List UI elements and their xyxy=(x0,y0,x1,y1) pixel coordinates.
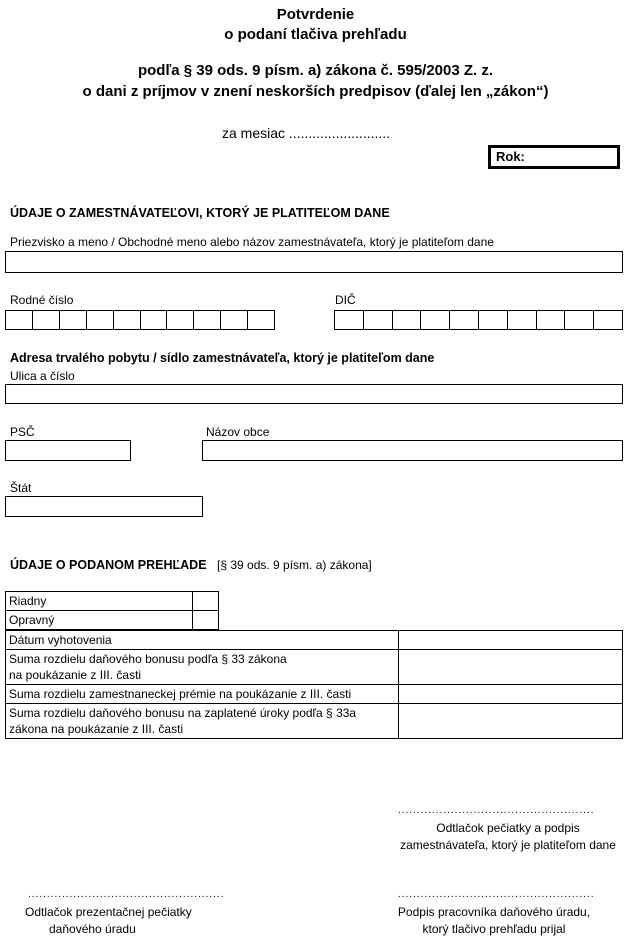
form-title-line2: o podaní tlačiva prehľadu xyxy=(224,26,407,43)
worker-signature-line: .................................................... xyxy=(398,889,595,900)
report-heading-text: ÚDAJE O PODANOM PREHĽADE xyxy=(10,558,207,572)
report-type-regular: Riadny xyxy=(6,592,193,611)
city-label: Názov obce xyxy=(206,425,270,439)
street-label: Ulica a číslo xyxy=(10,369,75,383)
date-row-label: Dátum vyhotovenia xyxy=(6,631,399,650)
table-row xyxy=(6,650,623,685)
year-label: Rok: xyxy=(496,149,525,164)
address-heading: Adresa trvalého pobytu / sídlo zamestnávateľa, ktorý je platiteľom dane xyxy=(10,351,435,365)
office-stamp-caption: Odtlačok prezentačnej pečiatky daňového úradu xyxy=(25,905,192,936)
table-row xyxy=(6,704,623,739)
street-field[interactable] xyxy=(5,384,623,404)
psc-field[interactable] xyxy=(5,440,131,461)
interest-bonus-row-label: Suma rozdielu daňového bonusu na zaplatené úroky podľa § 33a zákona na poukázanie z III. časti xyxy=(6,704,399,739)
date-value-field[interactable] xyxy=(399,631,623,650)
year-field[interactable] xyxy=(488,145,620,169)
worker-signature-caption: Podpis pracovníka daňového úradu, ktorý tlačivo prehľadu prijal xyxy=(397,905,591,936)
employee-premium-row-label: Suma rozdielu zamestnaneckej prémie na poukázanie z III. časti xyxy=(6,685,399,704)
dic-field[interactable] xyxy=(334,310,623,330)
report-section-heading xyxy=(10,556,372,574)
report-type-corrective-checkbox[interactable] xyxy=(193,611,219,630)
psc-label: PSČ xyxy=(10,425,35,439)
report-type-table xyxy=(5,591,219,630)
dic-label: DIČ xyxy=(335,293,356,307)
employer-section-heading: ÚDAJE O ZAMESTNÁVATEĽOVI, KTORÝ JE PLATITEĽOM DANE xyxy=(10,206,390,220)
birth-number-field[interactable] xyxy=(5,310,275,330)
report-heading-reference: [§ 39 ods. 9 písm. a) zákona] xyxy=(217,558,372,572)
tax-bonus-row-label: Suma rozdielu daňového bonusu podľa § 33 zákona na poukázanie z III. časti xyxy=(6,650,399,685)
employer-signature-caption: Odtlačok pečiatky a podpis zamestnávateľa, ktorý je platiteľom dane xyxy=(400,821,616,852)
report-type-regular-checkbox[interactable] xyxy=(193,592,219,611)
form-legal-reference: podľa § 39 ods. 9 písm. a) zákona č. 595/2003 Z. z. xyxy=(137,62,494,79)
tax-bonus-value-field[interactable] xyxy=(399,650,623,685)
table-row xyxy=(6,611,219,630)
office-stamp-line: .................................................... xyxy=(28,889,225,900)
report-type-corrective: Opravný xyxy=(6,611,193,630)
state-label: Štát xyxy=(10,481,32,495)
employer-name-field[interactable] xyxy=(5,251,623,273)
city-field[interactable] xyxy=(202,440,623,461)
interest-bonus-value-field[interactable] xyxy=(399,704,623,739)
employer-name-label: Priezvisko a meno / Obchodné meno alebo názov zamestnávateľa, ktorý je platiteľom dane xyxy=(10,235,494,249)
birth-number-label: Rodné číslo xyxy=(10,293,74,307)
employee-premium-value-field[interactable] xyxy=(399,685,623,704)
employer-signature-line: .................................................... xyxy=(398,805,595,816)
report-details-table xyxy=(5,630,623,739)
state-field[interactable] xyxy=(5,496,203,517)
month-label: za mesiac .......................... xyxy=(222,125,391,141)
table-row xyxy=(6,685,623,704)
table-row xyxy=(6,592,219,611)
form-legal-reference-line2: o dani z príjmov v znení neskorších predpisov (ďalej len „zákon“) xyxy=(82,83,549,100)
table-row xyxy=(6,631,623,650)
form-title: Potvrdenie xyxy=(276,6,355,23)
